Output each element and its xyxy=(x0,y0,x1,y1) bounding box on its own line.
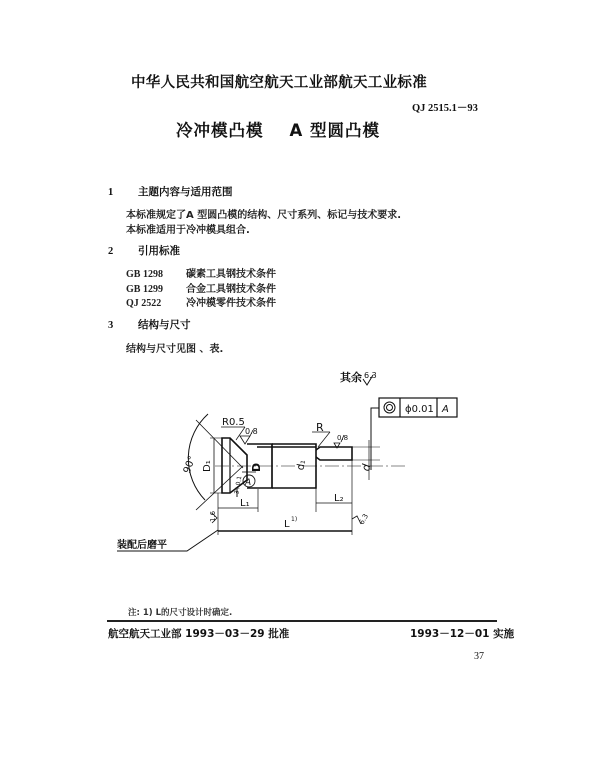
svg-text:A: A xyxy=(442,404,449,415)
angle-label: 90° xyxy=(181,454,199,475)
title-part-2: A 型圆凸模 xyxy=(289,121,381,140)
concentricity-icon xyxy=(384,402,395,413)
section-1-paragraph-1: 本标准规定了A 型圆凸模的结构、尺寸系列、标记与技术要求. xyxy=(126,210,402,221)
approval-info: 航空航天工业部 1993－03－29 批准 xyxy=(108,628,290,640)
d-shank-label: D xyxy=(250,462,263,472)
svg-text:0.8: 0.8 xyxy=(245,427,258,436)
d-tip-label: d xyxy=(359,463,374,473)
d1-head-label: D₁ xyxy=(202,460,213,472)
svg-text:1.6: 1.6 xyxy=(209,510,217,522)
grind-after-assembly-note: 装配后磨平 xyxy=(117,540,167,551)
d1-body-label: d₁ xyxy=(295,459,308,472)
r-head-label: R0.5 xyxy=(222,417,245,428)
svg-text:1): 1) xyxy=(291,516,298,523)
svg-text:0.8: 0.8 xyxy=(337,434,349,442)
reference-row: GB 1298 碳素工具钢技术条件 xyxy=(126,269,276,280)
standard-number: QJ 2515.1－93 xyxy=(412,103,478,114)
svg-text:ϕ0.01: ϕ0.01 xyxy=(405,404,434,415)
reference-row: QJ 2522 冷冲模零件技术条件 xyxy=(126,298,276,309)
title-part-1: 冷冲模凸模 xyxy=(176,121,264,140)
l-overall-label: L xyxy=(284,519,290,530)
l1-label: L₁ xyxy=(240,498,250,509)
geometric-tolerance-frame xyxy=(371,398,457,470)
reference-row: GB 1299 合金工具钢技术条件 xyxy=(126,284,276,295)
page-number: 37 xyxy=(474,651,484,662)
roughness-default-label: 其余 xyxy=(340,371,362,384)
footnote: 注: 1) L的尺寸设计时确定. xyxy=(128,608,233,618)
svg-text:A: A xyxy=(245,478,252,488)
section-3-paragraph: 结构与尺寸见图 、表. xyxy=(126,344,224,355)
l2-label: L₂ xyxy=(334,493,344,504)
roughness-default-value: 6.3 xyxy=(364,371,377,380)
footer-divider xyxy=(107,620,497,622)
r-fillet-label: R xyxy=(316,421,324,434)
svg-text:6.3: 6.3 xyxy=(357,512,371,527)
effective-date: 1993－12－01 实施 xyxy=(410,628,515,640)
issuing-organization: 中华人民共和国航空航天工业部航天工业标准 xyxy=(131,75,427,91)
height-tolerance-label: 3+0.1 xyxy=(233,475,244,495)
section-3-heading: 3 结构与尺寸 xyxy=(108,319,191,331)
section-1-heading: 1 主题内容与适用范围 xyxy=(108,186,233,198)
section-1-paragraph-2: 本标准适用于冷冲模具组合. xyxy=(126,225,250,236)
section-2-heading: 2 引用标准 xyxy=(108,245,180,257)
